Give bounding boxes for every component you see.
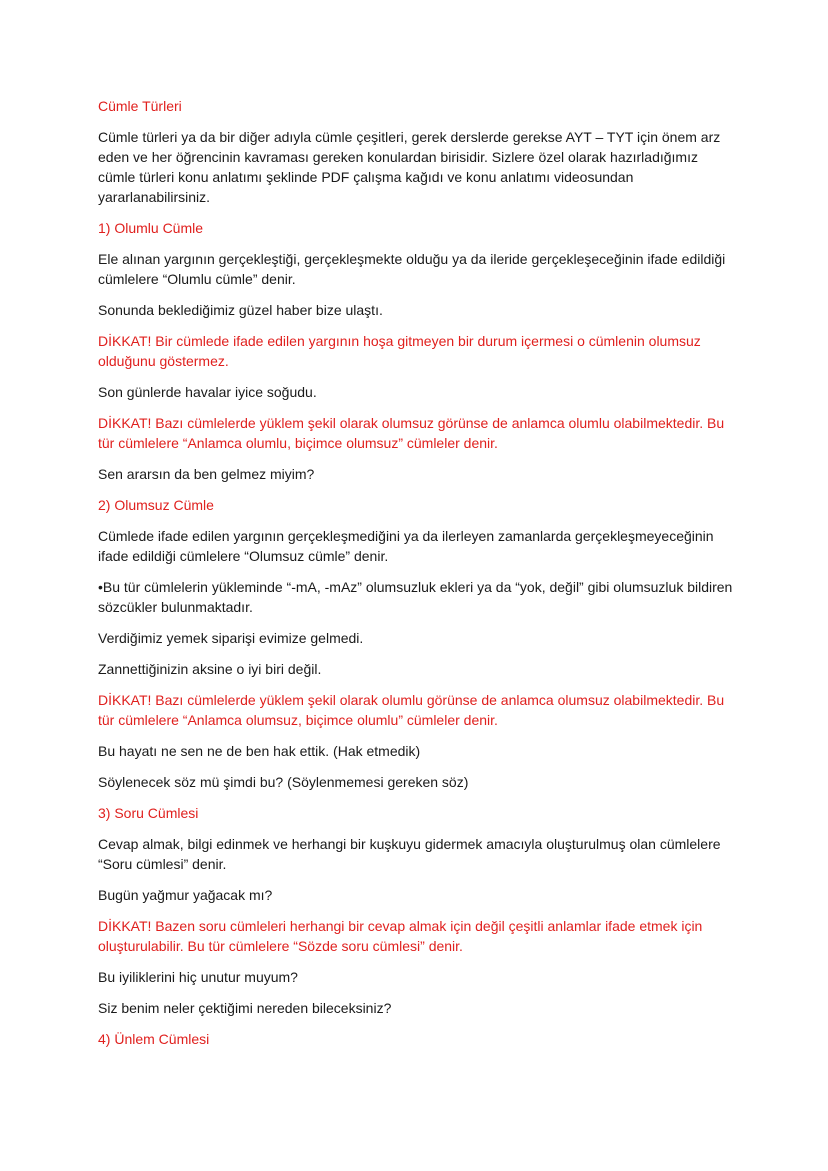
warning-note: DİKKAT! Bazı cümlelerde yüklem şekil olarak olumlu görünse de anlamca olumsuz olabilmektedir. Bu tür cümlelere “Anlamca olumsuz, biçimce olumlu” cümleler denir. bbox=[98, 692, 725, 728]
example-sentence: Bu hayatı ne sen ne de ben hak ettik. (Hak etmedik) bbox=[98, 743, 421, 759]
example-sentence: Bugün yağmur yağacak mı? bbox=[98, 887, 273, 903]
section-heading-olumsuz: 2) Olumsuz Cümle bbox=[98, 497, 214, 513]
example-sentence: Bu iyiliklerini hiç unutur muyum? bbox=[98, 969, 298, 985]
warning-note: DİKKAT! Bazen soru cümleleri herhangi bir cevap almak için değil çeşitli anlamlar ifade etmek için oluşturulabilir. Bu tür cümlelere “Sözde soru cümlesi” denir. bbox=[98, 918, 703, 954]
example-sentence: Söylenecek söz mü şimdi bu? (Söylenmemesi gereken söz) bbox=[98, 774, 469, 790]
example-sentence: Son günlerde havalar iyice soğudu. bbox=[98, 384, 317, 400]
bullet-note: •Bu tür cümlelerin yükleminde “-mA, -mAz” olumsuzluk ekleri ya da “yok, değil” gibi olumsuzluk bildiren sözcükler bulunmaktadır. bbox=[98, 579, 733, 615]
definition-soru: Cevap almak, bilgi edinmek ve herhangi bir kuşkuyu gidermek amacıyla oluşturulmuş olan cümlelere “Soru cümlesi” denir. bbox=[98, 836, 721, 872]
example-sentence: Verdiğimiz yemek siparişi evimize gelmedi. bbox=[98, 630, 364, 646]
intro-paragraph: Cümle türleri ya da bir diğer adıyla cümle çeşitleri, gerek derslerde gerekse AYT – TYT için önem arz eden ve her öğrencinin kavraması gereken konulardan birisidir. Sizlere özel olarak hazırladığımız cümle türleri konu anlatımı şeklinde PDF çalışma kağıdı ve konu anlatımı videosundan yararlanabilirsiniz. bbox=[98, 129, 721, 205]
example-sentence: Siz benim neler çektiğimi nereden bileceksiniz? bbox=[98, 1000, 392, 1016]
example-sentence: Sonunda beklediğimiz güzel haber bize ulaştı. bbox=[98, 302, 383, 318]
document-title: Cümle Türleri bbox=[98, 98, 182, 114]
example-sentence: Zannettiğinizin aksine o iyi biri değil. bbox=[98, 661, 322, 677]
section-heading-unlem: 4) Ünlem Cümlesi bbox=[98, 1031, 210, 1047]
warning-note: DİKKAT! Bir cümlede ifade edilen yargının hoşa gitmeyen bir durum içermesi o cümlenin olumsuz olduğunu göstermez. bbox=[98, 333, 701, 369]
document-page bbox=[98, 96, 738, 1060]
definition-olumsuz: Cümlede ifade edilen yargının gerçekleşmediğini ya da ilerleyen zamanlarda gerçekleşmeyeceğinin ifade edildiği cümlelere “Olumsuz cümle” denir. bbox=[98, 528, 714, 564]
warning-note: DİKKAT! Bazı cümlelerde yüklem şekil olarak olumsuz görünse de anlamca olumlu olabilmektedir. Bu tür cümlelere “Anlamca olumlu, biçimce olumsuz” cümleler denir. bbox=[98, 415, 725, 451]
section-heading-olumlu: 1) Olumlu Cümle bbox=[98, 220, 204, 236]
definition-olumlu: Ele alınan yargının gerçekleştiği, gerçekleşmekte olduğu ya da ileride gerçekleşeceğinin ifade edildiği cümlelere “Olumlu cümle” denir. bbox=[98, 251, 726, 287]
section-heading-soru: 3) Soru Cümlesi bbox=[98, 805, 199, 821]
example-sentence: Sen ararsın da ben gelmez miyim? bbox=[98, 466, 315, 482]
